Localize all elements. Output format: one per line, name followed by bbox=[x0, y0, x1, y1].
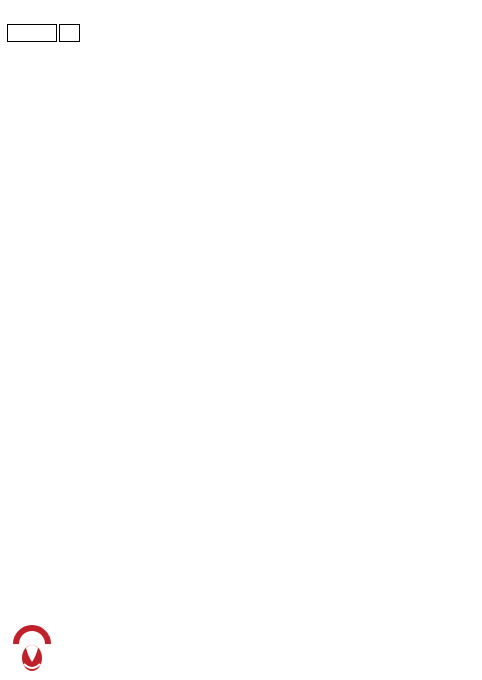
club-logo bbox=[12, 618, 52, 674]
